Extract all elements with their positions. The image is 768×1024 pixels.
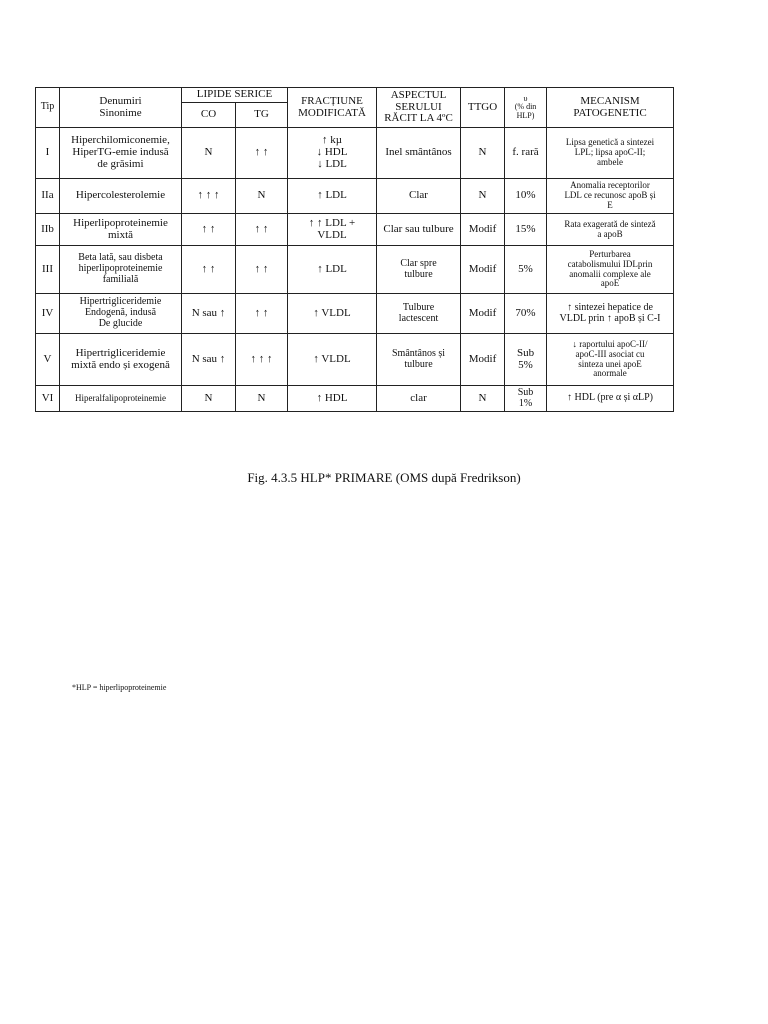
cell-co: N sau ↑ bbox=[182, 334, 236, 386]
cell-tg: N bbox=[236, 386, 288, 412]
cell-ttgo: N bbox=[461, 179, 505, 214]
header-ttgo: TTGO bbox=[461, 88, 505, 128]
cell-mecanism: ↑ sintezei hepatice de VLDL prin ↑ apoB și C-I bbox=[547, 294, 674, 334]
cell-fractiune: ↑ LDL bbox=[288, 246, 377, 294]
cell-co: N bbox=[182, 128, 236, 179]
cell-frecventa: 70% bbox=[505, 294, 547, 334]
cell-frecventa: Sub 1% bbox=[505, 386, 547, 412]
table-row bbox=[36, 179, 674, 214]
cell-frecventa: 15% bbox=[505, 214, 547, 246]
cell-tg: ↑ ↑ bbox=[236, 128, 288, 179]
cell-mecanism: Anomalia receptorilor LDL ce recunosc apoB și E bbox=[547, 179, 674, 214]
cell-tg: ↑ ↑ bbox=[236, 294, 288, 334]
cell-tg: ↑ ↑ bbox=[236, 214, 288, 246]
cell-tip: IV bbox=[36, 294, 60, 334]
header-fractiune: FRACȚIUNE MODIFICATĂ bbox=[288, 88, 377, 128]
header-mecanism: MECANISM PATOGENETIC bbox=[547, 88, 674, 128]
cell-co: N sau ↑ bbox=[182, 294, 236, 334]
hlp-classification-table bbox=[35, 87, 674, 412]
figure-caption: Fig. 4.3.5 HLP* PRIMARE (OMS după Fredrikson) bbox=[247, 470, 521, 485]
cell-fractiune: ↑ ↑ LDL + VLDL bbox=[288, 214, 377, 246]
cell-tip: IIa bbox=[36, 179, 60, 214]
cell-ttgo: Modif bbox=[461, 246, 505, 294]
cell-co: N bbox=[182, 386, 236, 412]
cell-mecanism: Perturbarea catabolismului IDLprin anomalii complexe ale apoE bbox=[547, 246, 674, 294]
cell-co: ↑ ↑ ↑ bbox=[182, 179, 236, 214]
cell-co: ↑ ↑ bbox=[182, 214, 236, 246]
cell-tip: I bbox=[36, 128, 60, 179]
table-row bbox=[36, 246, 674, 294]
cell-ttgo: Modif bbox=[461, 294, 505, 334]
cell-fractiune: ↑ VLDL bbox=[288, 294, 377, 334]
cell-aspect: Tulbure lactescent bbox=[377, 294, 461, 334]
cell-tip: III bbox=[36, 246, 60, 294]
footnote: *HLP = hiperlipoproteinemie bbox=[72, 683, 167, 692]
cell-aspect: Clar spre tulbure bbox=[377, 246, 461, 294]
header-frecventa: υ (% din HLP) bbox=[505, 88, 547, 128]
cell-tg: ↑ ↑ ↑ bbox=[236, 334, 288, 386]
cell-ttgo: N bbox=[461, 386, 505, 412]
table-row bbox=[36, 334, 674, 386]
cell-tip: IIb bbox=[36, 214, 60, 246]
cell-denumiri: Hiperlipoproteinemie mixtă bbox=[60, 214, 182, 246]
cell-denumiri: Hipertrigliceridemie mixtă endo și exogenă bbox=[60, 334, 182, 386]
cell-mecanism: ↑ HDL (pre α și αLP) bbox=[547, 386, 674, 412]
cell-tip: VI bbox=[36, 386, 60, 412]
cell-fractiune: ↑ LDL bbox=[288, 179, 377, 214]
cell-ttgo: Modif bbox=[461, 214, 505, 246]
cell-co: ↑ ↑ bbox=[182, 246, 236, 294]
cell-denumiri: Hipercolesterolemie bbox=[60, 179, 182, 214]
cell-mecanism: ↓ raportului apoC-II/ apoC-III asociat cu sinteza unei apoE anormale bbox=[547, 334, 674, 386]
table-row bbox=[36, 386, 674, 412]
cell-mecanism: Rata exagerată de sinteză a apoB bbox=[547, 214, 674, 246]
cell-fractiune: ↑ VLDL bbox=[288, 334, 377, 386]
cell-aspect: Smântânos și tulbure bbox=[377, 334, 461, 386]
cell-frecventa: 10% bbox=[505, 179, 547, 214]
header-tg: TG bbox=[236, 103, 288, 128]
header-lipide-serice: LIPIDE SERICE bbox=[182, 88, 288, 103]
header-aspect: ASPECTUL SERULUI RĂCIT LA 4ºC bbox=[377, 88, 461, 128]
header-tip: Tip bbox=[36, 88, 60, 128]
cell-fractiune: ↑ kµ ↓ HDL ↓ LDL bbox=[288, 128, 377, 179]
cell-denumiri: Beta lată, sau disbeta hiperlipoproteinemie familială bbox=[60, 246, 182, 294]
cell-frecventa: f. rară bbox=[505, 128, 547, 179]
cell-denumiri: Hiperalfalipoproteinemie bbox=[60, 386, 182, 412]
cell-ttgo: Modif bbox=[461, 334, 505, 386]
cell-ttgo: N bbox=[461, 128, 505, 179]
table-row bbox=[36, 214, 674, 246]
table-row bbox=[36, 294, 674, 334]
cell-frecventa: 5% bbox=[505, 246, 547, 294]
table-row bbox=[36, 128, 674, 179]
cell-tg: ↑ ↑ bbox=[236, 246, 288, 294]
cell-fractiune: ↑ HDL bbox=[288, 386, 377, 412]
header-denumiri: Denumiri Sinonime bbox=[60, 88, 182, 128]
cell-aspect: Clar bbox=[377, 179, 461, 214]
cell-aspect: Clar sau tulbure bbox=[377, 214, 461, 246]
header-co: CO bbox=[182, 103, 236, 128]
cell-aspect: clar bbox=[377, 386, 461, 412]
cell-aspect: Inel smântânos bbox=[377, 128, 461, 179]
cell-tg: N bbox=[236, 179, 288, 214]
cell-denumiri: Hiperchilomiconemie, HiperTG-emie indusă de grăsimi bbox=[60, 128, 182, 179]
cell-mecanism: Lipsa genetică a sintezei LPL; lipsa apoC-II; ambele bbox=[547, 128, 674, 179]
cell-denumiri: Hipertrigliceridemie Endogenă, indusă De glucide bbox=[60, 294, 182, 334]
cell-frecventa: Sub 5% bbox=[505, 334, 547, 386]
cell-tip: V bbox=[36, 334, 60, 386]
